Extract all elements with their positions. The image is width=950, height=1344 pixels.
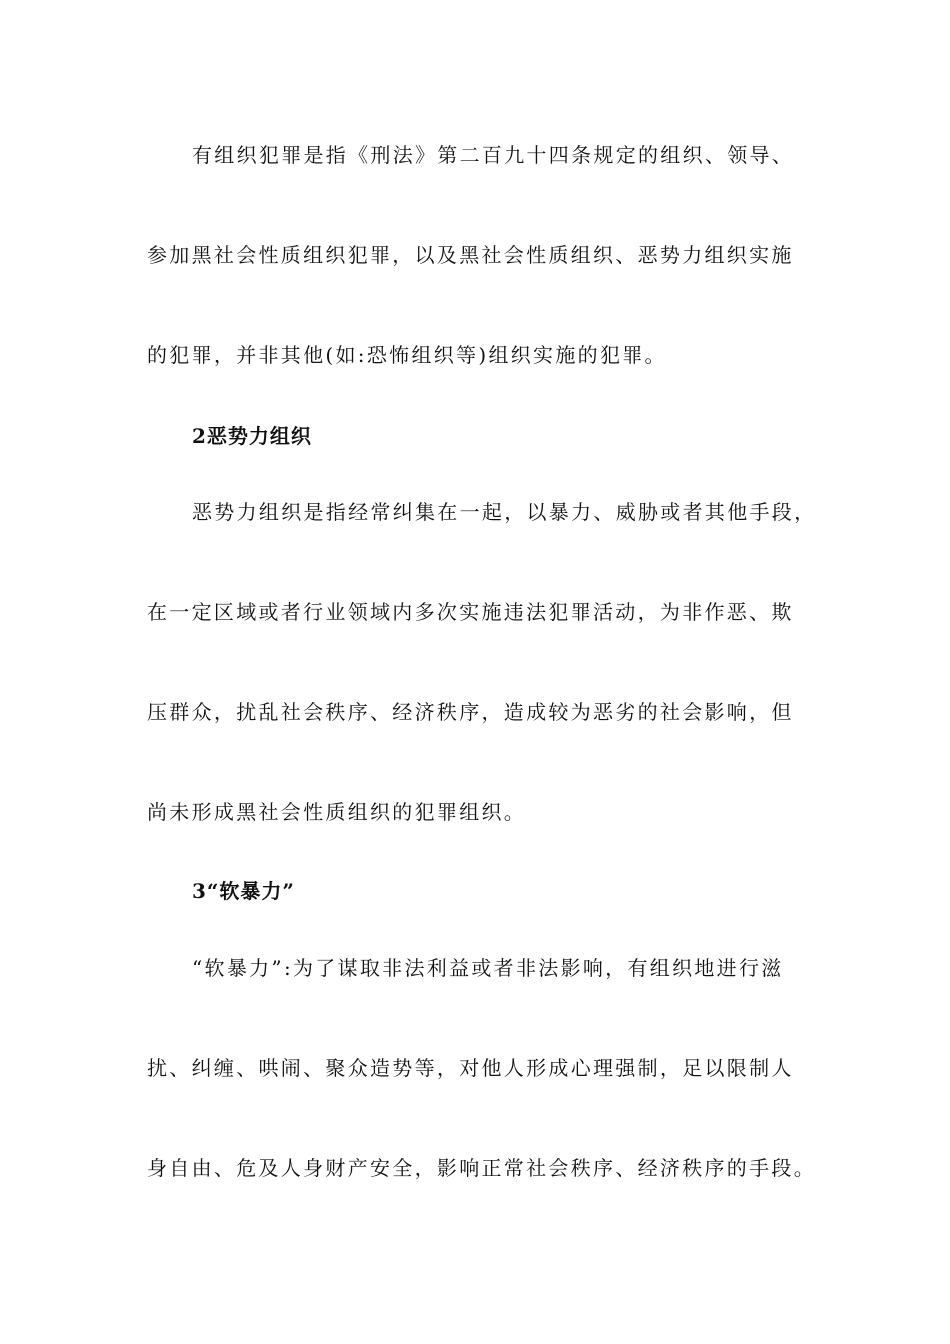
paragraph-line: 尚未形成黑社会性质组织的犯罪组织。	[147, 800, 527, 824]
paragraph-line: 有组织犯罪是指《刑法》第二百九十四条规定的组织、领导、	[192, 143, 795, 167]
paragraph-line: “软暴力”:为了谋取非法利益或者非法影响，有组织地进行滋	[192, 956, 784, 980]
paragraph-line: 身自由、危及人身财产安全，影响正常社会秩序、经济秩序的手段。	[147, 1156, 816, 1180]
section-heading-soft-violence: 3“软暴力”	[192, 879, 295, 903]
paragraph-line: 参加黑社会性质组织犯罪，以及黑社会性质组织、恶势力组织实施	[147, 243, 794, 267]
paragraph-line: 在一定区域或者行业领域内多次实施违法犯罪活动，为非作恶、欺	[147, 600, 794, 624]
paragraph-line: 压群众，扰乱社会秩序、经济秩序，造成较为恶劣的社会影响，但	[147, 700, 794, 724]
paragraph-line: 恶势力组织是指经常纠集在一起，以暴力、威胁或者其他手段，	[192, 500, 817, 524]
paragraph-line: 的犯罪，并非其他(如:恐怖组织等)组织实施的犯罪。	[147, 343, 667, 367]
paragraph-line: 扰、纠缠、哄闹、聚众造势等，对他人形成心理强制，足以限制人	[147, 1056, 794, 1080]
section-heading-evil-forces: 2恶势力组织	[192, 424, 312, 448]
